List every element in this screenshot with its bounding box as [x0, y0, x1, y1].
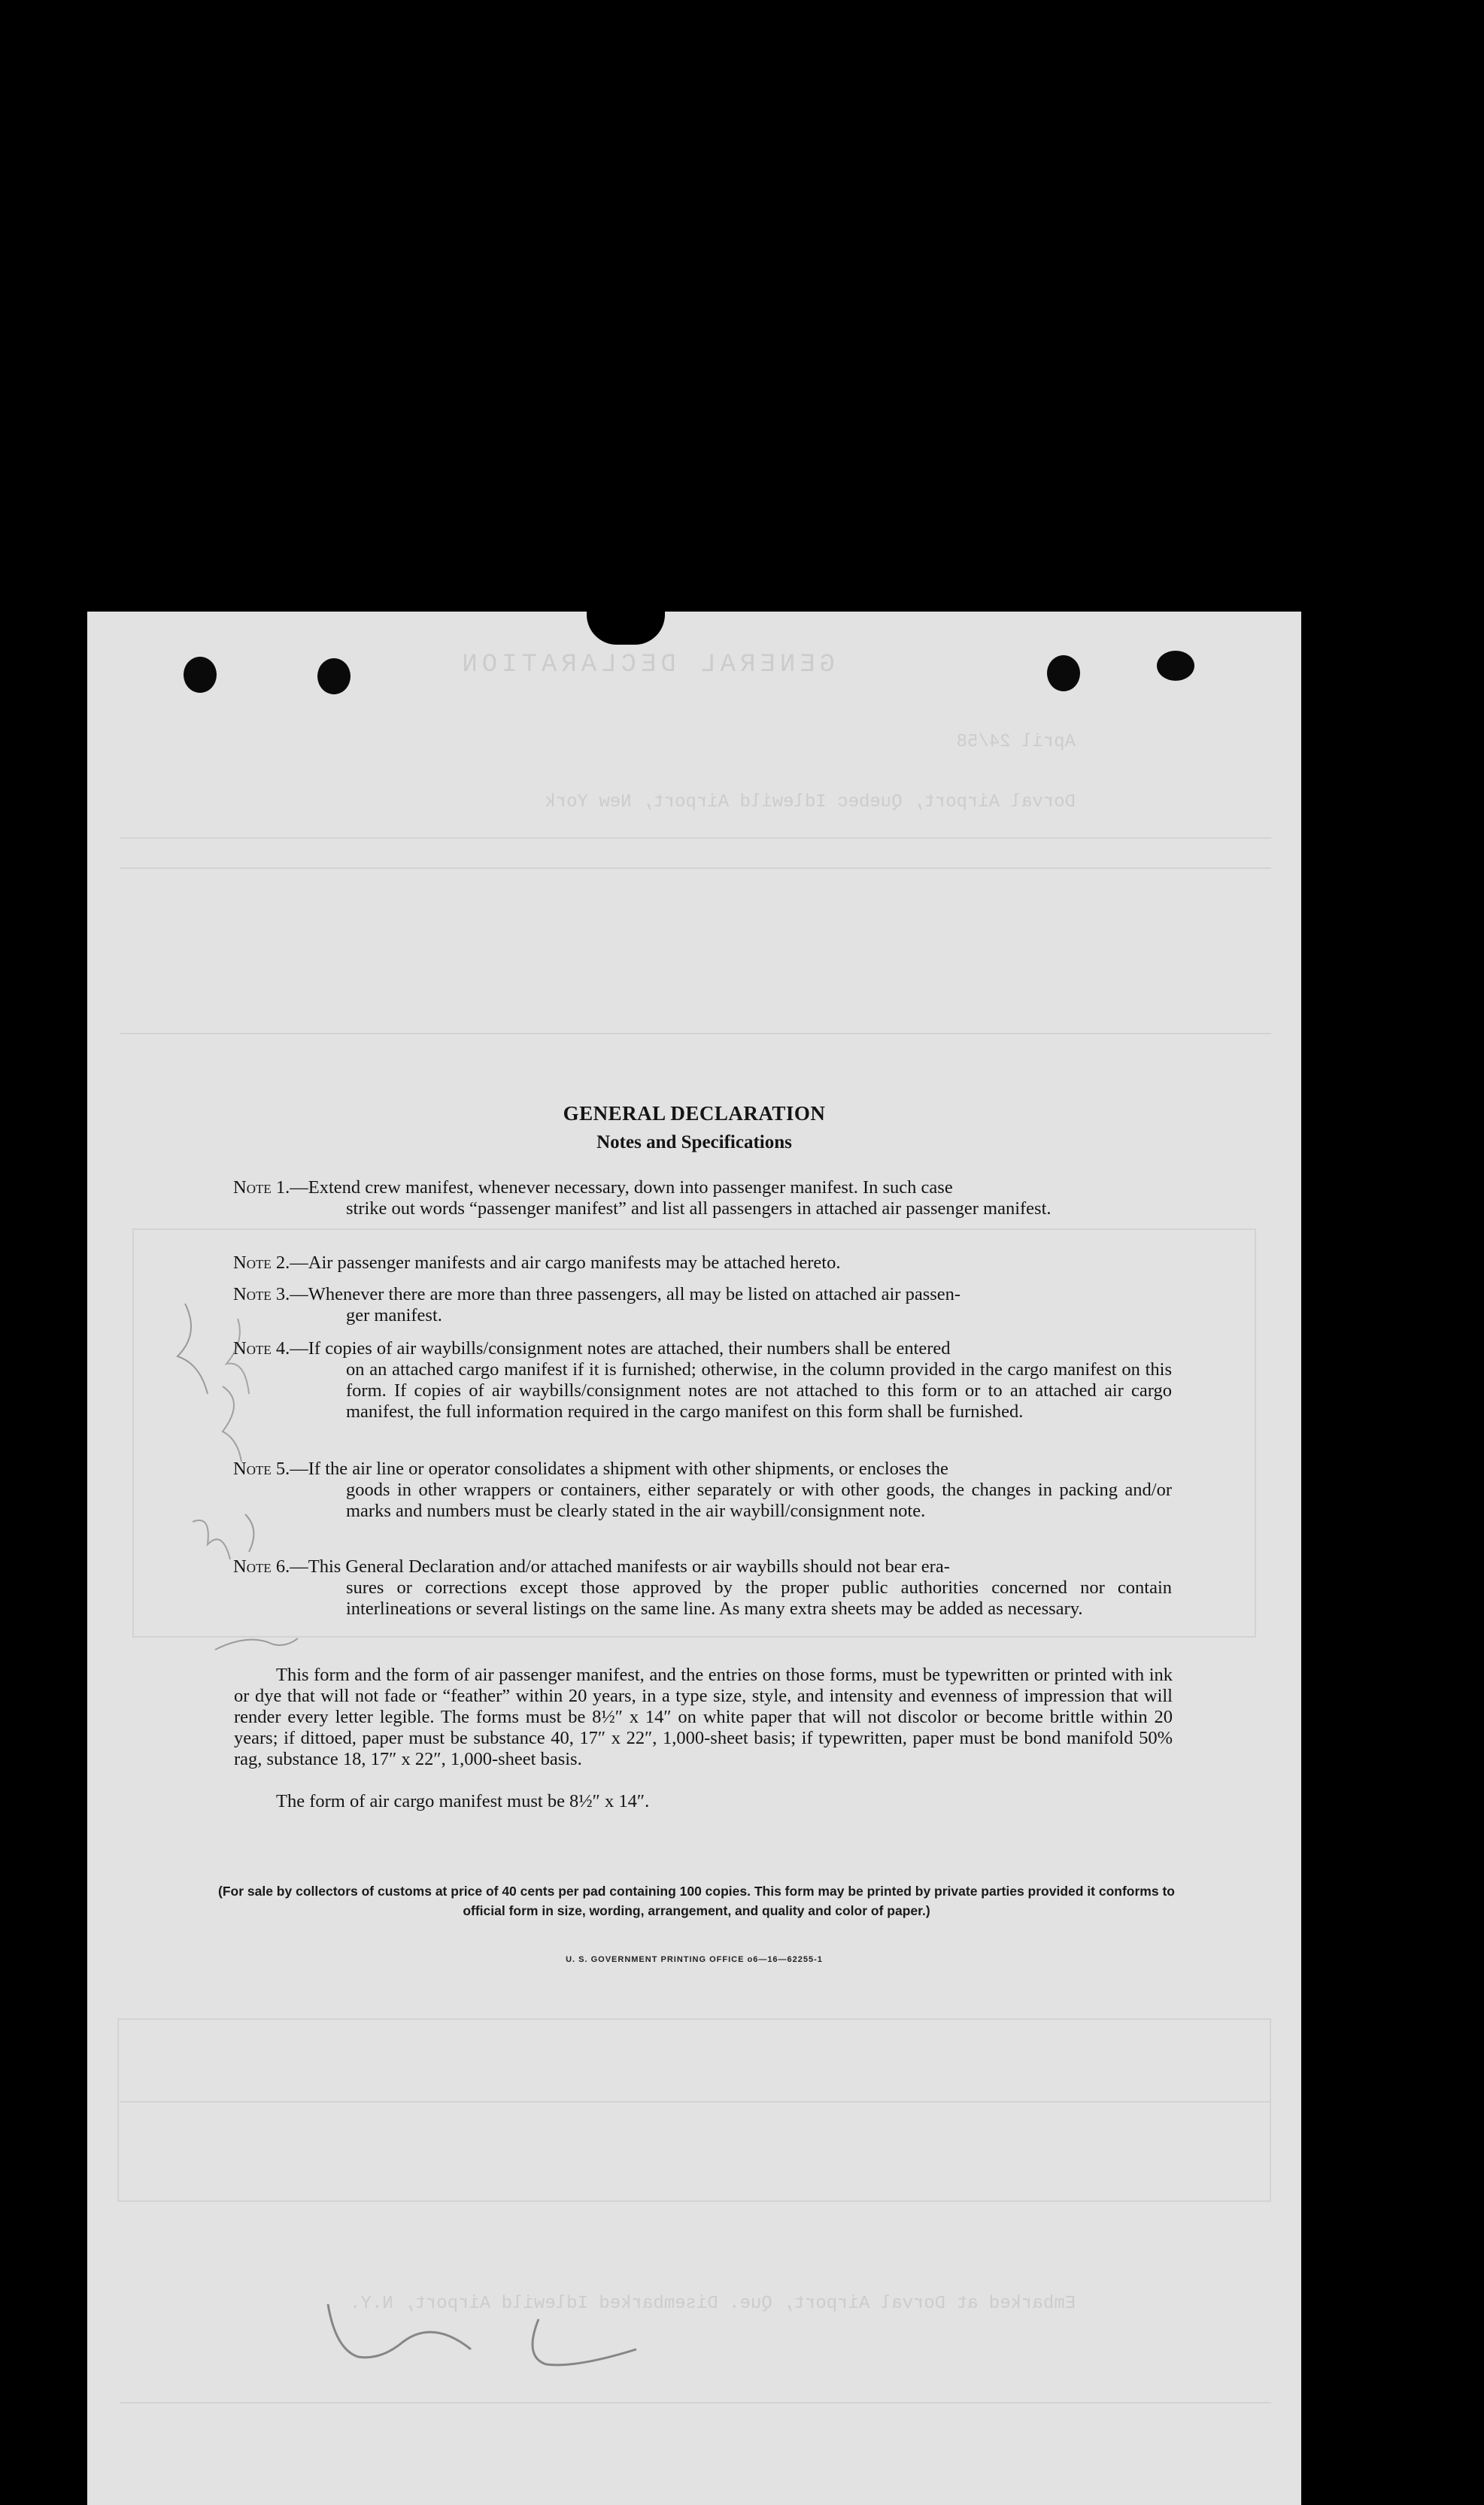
show-through-rule: [120, 867, 1271, 869]
show-through-rule: [120, 2402, 1271, 2403]
note-text: —If copies of air waybills/consignment notes are attached, their numbers shall be entered: [290, 1338, 951, 1359]
printing-office-line: U. S. GOVERNMENT PRINTING OFFICE o6—16—62255-1: [566, 1955, 823, 1964]
show-through-box: [117, 2018, 1271, 2202]
note-text: —Air passenger manifests and air cargo manifests may be attached hereto.: [290, 1252, 841, 1273]
note-text: —If the air line or operator consolidates a shipment with other shipments, or encloses the: [290, 1459, 948, 1479]
note-2: [233, 1252, 1172, 1274]
note-text: sures or corrections except those approved by the proper public authorities concerned nor contain interlineations or several listings on the same line. As many extra sheets may be added as necessary.: [346, 1577, 1172, 1619]
note-text: strike out words “passenger manifest” and list all passengers in attached air passenger manifest.: [346, 1198, 1052, 1219]
document-page: [87, 612, 1301, 2505]
note-6: [233, 1556, 1172, 1620]
show-through-rule: [120, 837, 1271, 839]
note-text: —This General Declaration and/or attached manifests or air waybills should not bear era-: [290, 1556, 950, 1577]
show-through-title: GENERAL DECLARATION: [457, 651, 835, 679]
note-5: [233, 1459, 1172, 1522]
note-text: ger manifest.: [346, 1305, 442, 1325]
note-label: Note 4.: [233, 1338, 290, 1359]
note-text: —Extend crew manifest, whenever necessary, down into passenger manifest. In such case: [290, 1177, 953, 1198]
specifications-paragraph: This form and the form of air passenger manifest, and the entries on those forms, must be typewritten or printed with ink or dye that will not fade or “feather” within 20 years, in a type size, style, and intensity and evenness of impression that will render every letter legible. The forms must be 8½″ x 14″ on white paper that will not discolor or become brittle within 20 years; if dittoed, paper must be substance 40, 17″ x 22″, 1,000-sheet basis; if typewritten, paper must be bond manifold 50% rag, substance 18, 17″ x 22″, 1,000-sheet basis.: [234, 1665, 1173, 1769]
note-text: goods in other wrappers or containers, either separately or with other goods, the changes in packing and/or marks and numbers must be clearly stated in the air waybill/consignment note.: [346, 1480, 1172, 1521]
note-text: on an attached cargo manifest if it is furnished; otherwise, in the column provided in the cargo manifest on this form. If copies of air waybills/consignment notes are not attached to this form or to an attached air cargo manifest, the full information required in the cargo manifest on this form shall be furnished.: [346, 1359, 1172, 1422]
note-label: Note 2.: [233, 1252, 290, 1273]
show-through-rule: [120, 1033, 1271, 1034]
note-1: [233, 1177, 1172, 1219]
show-through-embarked: Embarked at Dorval Airport, Que. Disembarked Idlewild Airport, N.Y.: [350, 2294, 1076, 2314]
show-through-date: April 24/58: [956, 732, 1076, 752]
note-3: [233, 1284, 1172, 1326]
note-text: —Whenever there are more than three passengers, all may be listed on attached air passen-: [290, 1284, 961, 1304]
cargo-manifest-size: The form of air cargo manifest must be 8½″ x 14″.: [276, 1791, 650, 1811]
note-label: Note 5.: [233, 1459, 290, 1479]
document-title: GENERAL DECLARATION: [563, 1102, 826, 1125]
note-label: Note 6.: [233, 1556, 290, 1577]
show-through-route: Dorval Airport, Quebec Idlewild Airport, New York: [545, 792, 1076, 812]
note-label: Note 1.: [233, 1177, 290, 1198]
document-subtitle: Notes and Specifications: [596, 1132, 792, 1152]
sale-note: (For sale by collectors of customs at price of 40 cents per pad containing 100 copies. This form may be printed by private parties provided it conforms to official form in size, wording, arrangement, and quality and color of paper.): [218, 1884, 1175, 1918]
note-label: Note 3.: [233, 1284, 290, 1304]
note-4: [233, 1338, 1172, 1423]
signature-show-through: [313, 2289, 704, 2379]
